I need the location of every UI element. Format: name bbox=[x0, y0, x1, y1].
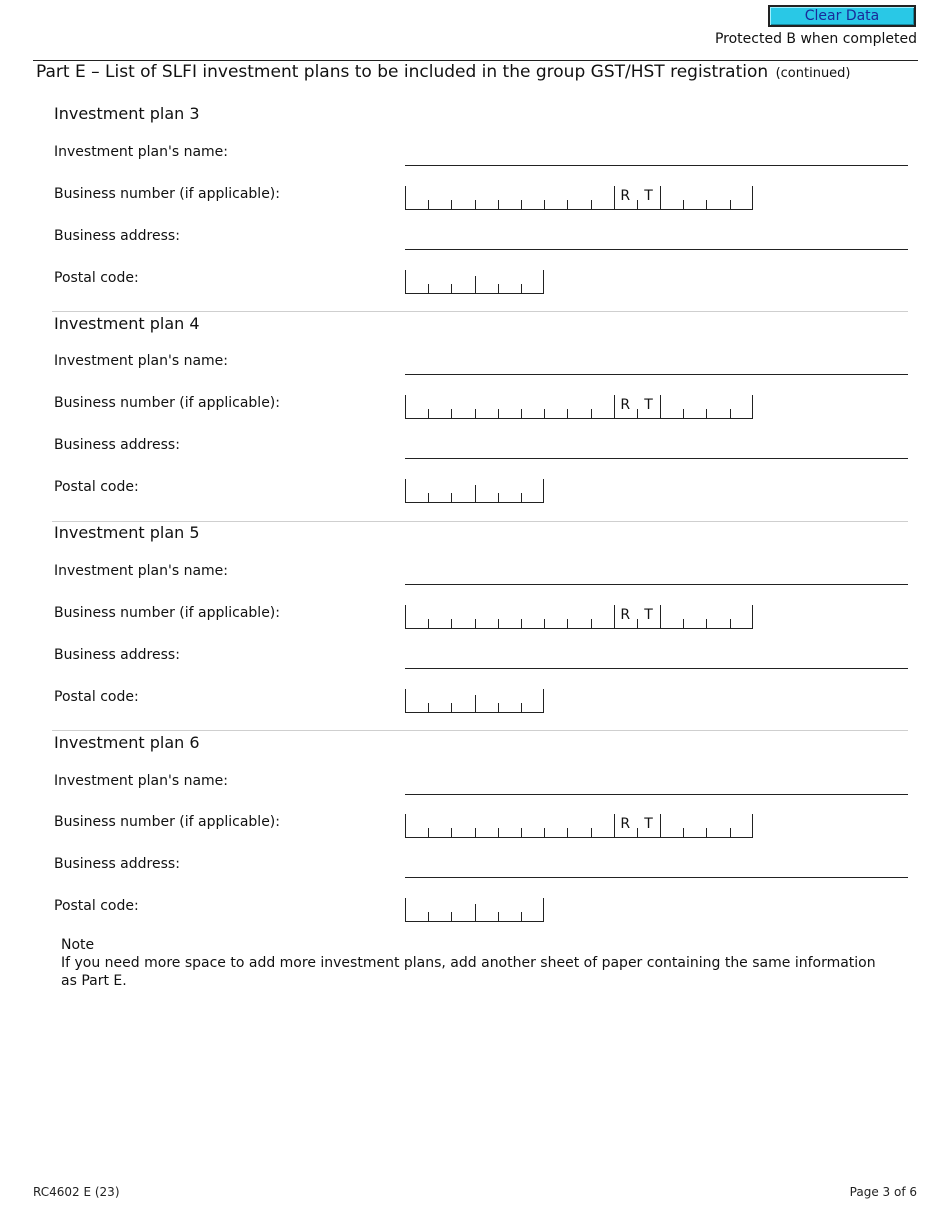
bn-digit-box bbox=[544, 814, 567, 838]
bn-program-letter: R bbox=[614, 605, 637, 629]
postal-char-box bbox=[405, 892, 428, 922]
bn-program-letter: T bbox=[637, 605, 660, 629]
bn-digit-box bbox=[683, 186, 706, 210]
postal-char-box bbox=[405, 264, 428, 294]
postal-code-label: Postal code: bbox=[54, 689, 139, 705]
postal-char-box bbox=[428, 683, 451, 713]
bn-digit-box bbox=[405, 186, 428, 210]
bn-digit-box bbox=[498, 814, 521, 838]
plan-heading: Investment plan 5 bbox=[54, 523, 200, 542]
bn-digit-box bbox=[544, 605, 567, 629]
postal-char-box bbox=[475, 892, 498, 922]
postal-char-box bbox=[451, 683, 474, 713]
postal-char-box bbox=[451, 892, 474, 922]
business-address-label: Business address: bbox=[54, 228, 180, 244]
bn-digit-box bbox=[428, 814, 451, 838]
bn-digit-box bbox=[567, 814, 590, 838]
plan-divider bbox=[52, 521, 908, 522]
business-address-field[interactable] bbox=[405, 437, 908, 459]
bn-digit-box bbox=[428, 605, 451, 629]
postal-char-box bbox=[498, 892, 521, 922]
bn-digit-box bbox=[683, 395, 706, 419]
business-number-field[interactable] bbox=[405, 814, 753, 838]
bn-digit-box bbox=[591, 395, 614, 419]
postal-char-box bbox=[451, 264, 474, 294]
postal-code-field[interactable] bbox=[405, 264, 544, 294]
bn-digit-box bbox=[730, 814, 753, 838]
business-address-label: Business address: bbox=[54, 437, 180, 453]
postal-char-box bbox=[521, 473, 544, 503]
postal-code-field[interactable] bbox=[405, 683, 544, 713]
plan-divider bbox=[52, 730, 908, 731]
continued-label: (continued) bbox=[775, 66, 851, 81]
part-e-title-text: Part E – List of SLFI investment plans to be included in the group GST/HST registration bbox=[36, 62, 769, 82]
business-number-label: Business number (if applicable): bbox=[54, 605, 280, 621]
bn-digit-box bbox=[591, 186, 614, 210]
postal-char-box bbox=[498, 683, 521, 713]
page-number: Page 3 of 6 bbox=[849, 1185, 917, 1199]
bn-digit-box bbox=[706, 814, 729, 838]
postal-char-box bbox=[521, 892, 544, 922]
postal-code-label: Postal code: bbox=[54, 898, 139, 914]
plan-heading: Investment plan 6 bbox=[54, 733, 200, 752]
postal-char-box bbox=[498, 264, 521, 294]
postal-char-box bbox=[428, 892, 451, 922]
plan-name-field[interactable] bbox=[405, 563, 908, 585]
bn-digit-box bbox=[405, 605, 428, 629]
bn-digit-box bbox=[544, 186, 567, 210]
bn-digit-box bbox=[475, 605, 498, 629]
bn-digit-box bbox=[730, 186, 753, 210]
plan-divider bbox=[52, 311, 908, 312]
bn-digit-box bbox=[451, 605, 474, 629]
bn-digit-box bbox=[567, 186, 590, 210]
business-number-field[interactable] bbox=[405, 395, 753, 419]
postal-code-field[interactable] bbox=[405, 892, 544, 922]
bn-digit-box bbox=[498, 605, 521, 629]
note-text: If you need more space to add more investment plans, add another sheet of paper containing the same information as Part E. bbox=[61, 955, 876, 989]
bn-digit-box bbox=[521, 605, 544, 629]
protected-b-notice: Protected B when completed bbox=[714, 31, 917, 47]
note-title: Note bbox=[61, 937, 95, 953]
bn-digit-box bbox=[521, 814, 544, 838]
postal-char-box bbox=[451, 473, 474, 503]
header-rule bbox=[33, 60, 918, 61]
postal-code-label: Postal code: bbox=[54, 479, 139, 495]
plan-name-field[interactable] bbox=[405, 353, 908, 375]
bn-digit-box bbox=[706, 186, 729, 210]
bn-digit-box bbox=[591, 814, 614, 838]
bn-digit-box bbox=[730, 605, 753, 629]
plan-name-label: Investment plan's name: bbox=[54, 773, 228, 789]
bn-program-letter: T bbox=[637, 814, 660, 838]
postal-char-box bbox=[521, 264, 544, 294]
form-identifier: RC4602 E (23) bbox=[33, 1185, 120, 1199]
bn-digit-box bbox=[451, 395, 474, 419]
bn-program-letter: R bbox=[614, 186, 637, 210]
postal-char-box bbox=[498, 473, 521, 503]
bn-digit-box bbox=[498, 186, 521, 210]
bn-digit-box bbox=[521, 186, 544, 210]
bn-digit-box bbox=[660, 186, 683, 210]
bn-digit-box bbox=[544, 395, 567, 419]
business-number-field[interactable] bbox=[405, 605, 753, 629]
bn-program-letter: T bbox=[637, 395, 660, 419]
business-address-field[interactable] bbox=[405, 647, 908, 669]
investment-plan-3 bbox=[52, 104, 908, 304]
postal-char-box bbox=[475, 264, 498, 294]
plan-heading: Investment plan 4 bbox=[54, 314, 200, 333]
postal-char-box bbox=[405, 683, 428, 713]
postal-code-label: Postal code: bbox=[54, 270, 139, 286]
postal-char-box bbox=[475, 473, 498, 503]
bn-program-letter: R bbox=[614, 814, 637, 838]
bn-program-letter: R bbox=[614, 395, 637, 419]
business-number-label: Business number (if applicable): bbox=[54, 814, 280, 830]
bn-digit-box bbox=[706, 395, 729, 419]
postal-code-field[interactable] bbox=[405, 473, 544, 503]
bn-program-letter: T bbox=[637, 186, 660, 210]
bn-digit-box bbox=[428, 395, 451, 419]
plan-name-field[interactable] bbox=[405, 773, 908, 795]
business-address-field[interactable] bbox=[405, 856, 908, 878]
investment-plan-5 bbox=[52, 523, 908, 723]
bn-digit-box bbox=[660, 605, 683, 629]
bn-digit-box bbox=[683, 814, 706, 838]
bn-digit-box bbox=[451, 186, 474, 210]
bn-digit-box bbox=[683, 605, 706, 629]
business-number-field[interactable] bbox=[405, 186, 753, 210]
bn-digit-box bbox=[475, 395, 498, 419]
bn-digit-box bbox=[475, 186, 498, 210]
bn-digit-box bbox=[475, 814, 498, 838]
business-number-label: Business number (if applicable): bbox=[54, 186, 280, 202]
plan-name-label: Investment plan's name: bbox=[54, 563, 228, 579]
clear-data-button[interactable]: Clear Data bbox=[768, 5, 916, 27]
bn-digit-box bbox=[706, 605, 729, 629]
bn-digit-box bbox=[567, 605, 590, 629]
investment-plan-6 bbox=[52, 733, 908, 933]
plan-name-field[interactable] bbox=[405, 144, 908, 166]
plan-name-label: Investment plan's name: bbox=[54, 353, 228, 369]
postal-char-box bbox=[428, 264, 451, 294]
postal-char-box bbox=[428, 473, 451, 503]
bn-digit-box bbox=[405, 395, 428, 419]
bn-digit-box bbox=[660, 395, 683, 419]
business-address-field[interactable] bbox=[405, 228, 908, 250]
investment-plan-4 bbox=[52, 314, 908, 514]
part-e-title bbox=[36, 62, 851, 82]
bn-digit-box bbox=[428, 186, 451, 210]
bn-digit-box bbox=[521, 395, 544, 419]
bn-digit-box bbox=[567, 395, 590, 419]
business-address-label: Business address: bbox=[54, 647, 180, 663]
postal-char-box bbox=[475, 683, 498, 713]
business-number-label: Business number (if applicable): bbox=[54, 395, 280, 411]
bn-digit-box bbox=[451, 814, 474, 838]
plan-name-label: Investment plan's name: bbox=[54, 144, 228, 160]
bn-digit-box bbox=[591, 605, 614, 629]
note bbox=[61, 936, 891, 990]
postal-char-box bbox=[405, 473, 428, 503]
bn-digit-box bbox=[730, 395, 753, 419]
postal-char-box bbox=[521, 683, 544, 713]
bn-digit-box bbox=[405, 814, 428, 838]
bn-digit-box bbox=[498, 395, 521, 419]
plan-heading: Investment plan 3 bbox=[54, 104, 200, 123]
business-address-label: Business address: bbox=[54, 856, 180, 872]
bn-digit-box bbox=[660, 814, 683, 838]
